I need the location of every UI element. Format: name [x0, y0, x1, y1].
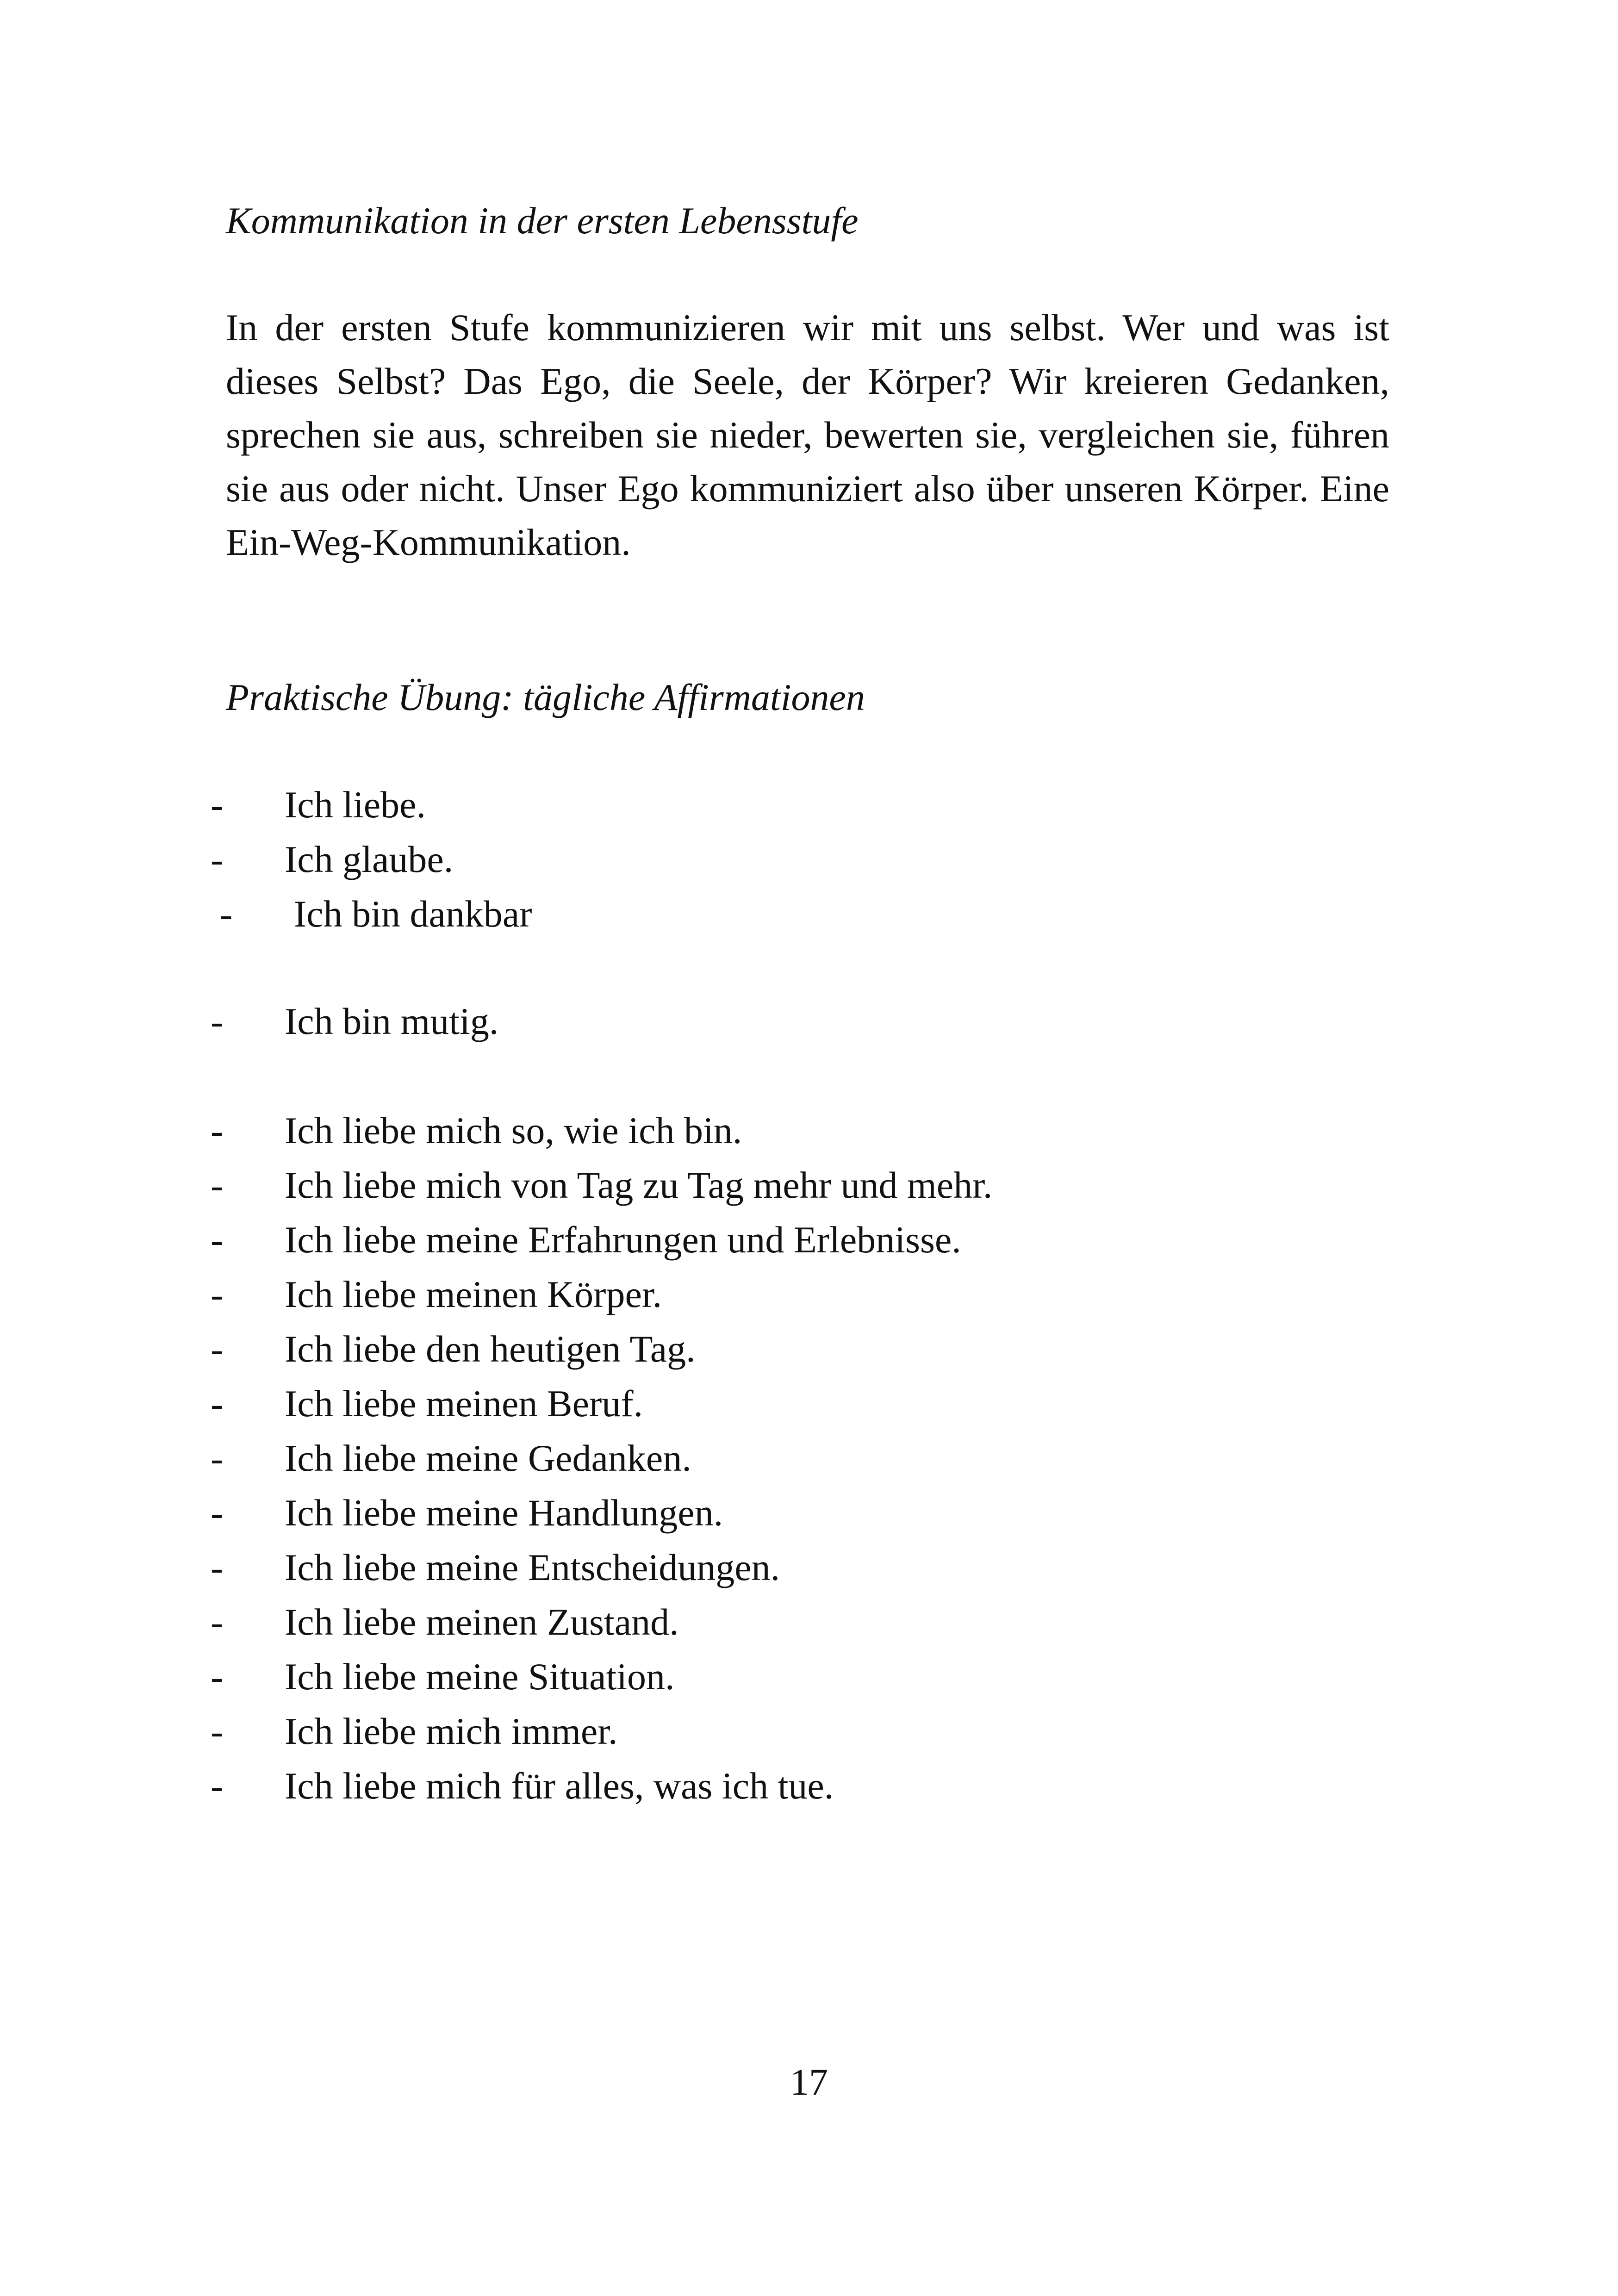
list-item-text: Ich liebe meinen Zustand.	[285, 1601, 679, 1643]
page-number: 17	[790, 2061, 828, 2103]
list-item-text: Ich liebe meine Entscheidungen.	[285, 1546, 780, 1588]
bullet-dash: -	[211, 1164, 224, 1206]
bullet-dash: -	[211, 1109, 224, 1151]
bullet-dash: -	[211, 1765, 224, 1807]
bullet-dash: -	[211, 1546, 224, 1588]
body-paragraph: In der ersten Stufe kommunizieren wir mit uns selbst. Wer und was ist dieses Selbst? Das Ego, die Seele, der Körper? Wir kreieren Gedanken, sprechen sie aus, schreiben sie nieder, bewerten sie, vergleichen sie, führen sie aus oder nicht. Unser Ego kommuniziert also über unseren Körper. Eine Ein-Weg-Kommunikation.	[226, 306, 1389, 563]
list-item-text: Ich liebe mich so, wie ich bin.	[285, 1109, 742, 1151]
bullet-dash: -	[211, 1437, 224, 1479]
list-item-text: Ich glaube.	[285, 838, 454, 880]
list-item-text: Ich liebe meine Erfahrungen und Erlebnisse.	[285, 1219, 961, 1261]
bullet-dash: -	[211, 1601, 224, 1643]
list-item-text: Ich liebe mich immer.	[285, 1710, 618, 1752]
bullet-dash: -	[211, 1273, 224, 1315]
list-item-text: Ich liebe meine Handlungen.	[285, 1492, 723, 1534]
bullet-dash: -	[211, 1655, 224, 1698]
bullet-dash: -	[211, 838, 224, 880]
list-item-text: Ich liebe den heutigen Tag.	[285, 1328, 696, 1370]
list-item-text: Ich liebe meinen Beruf.	[285, 1382, 643, 1425]
list-item-text: Ich liebe meine Gedanken.	[285, 1437, 691, 1479]
bullet-dash: -	[211, 1000, 224, 1042]
list-item-text: Ich liebe mich von Tag zu Tag mehr und mehr.	[285, 1164, 993, 1206]
list-item-text: Ich bin mutig.	[285, 1000, 499, 1042]
bullet-dash: -	[211, 1328, 224, 1370]
list-item-text: Ich liebe meinen Körper.	[285, 1273, 662, 1315]
bullet-dash: -	[211, 1219, 224, 1261]
bullet-dash: -	[211, 1382, 224, 1425]
list-item-text: Ich liebe mich für alles, was ich tue.	[285, 1765, 834, 1807]
exercise-heading: Praktische Übung: tägliche Affirmationen	[226, 676, 865, 718]
list-item-text: Ich liebe.	[285, 784, 426, 826]
bullet-dash: -	[211, 784, 224, 826]
bullet-dash: -	[211, 1492, 224, 1534]
list-item-text: Ich liebe meine Situation.	[285, 1655, 675, 1698]
section-heading: Kommunikation in der ersten Lebensstufe	[226, 199, 859, 242]
bullet-dash: -	[211, 1710, 224, 1752]
list-item-text: Ich bin dankbar	[294, 893, 532, 935]
bullet-dash: -	[220, 893, 233, 935]
